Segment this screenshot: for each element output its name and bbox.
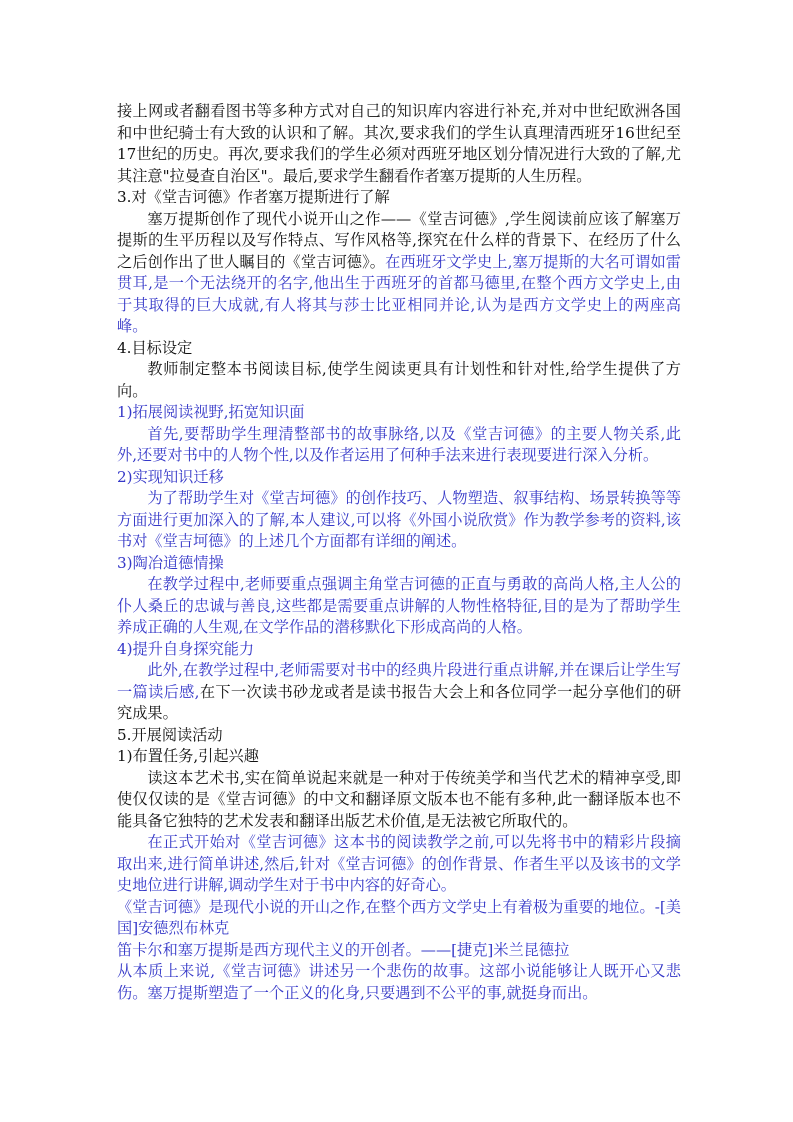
paragraph-sub-1: 首先,要帮助学生理清整部书的故事脉络,以及《堂吉诃德》的主要人物关系,此外,还要对书中的人物个性,以及作者运用了何种手法来进行表现要进行深入分析。 (117, 424, 681, 464)
paragraph-cervantes-blue: 在西班牙文学史上,塞万提斯的大名可谓如雷贯耳,是一个无法绕开的名字,他出生于西班牙的首都马德里,在整个西方文学史上,由于其取得的巨大成就,有人将其与莎士比亚相同并论,认为是西方文学史上的两座高峰。 (117, 252, 681, 335)
subheading-2: 2)实现知识迁移 (117, 467, 224, 486)
quote-kundera: 笛卡尔和塞万提斯是西方现代主义的开创者。——[捷克]米兰昆德拉 (117, 940, 570, 959)
paragraph-sub-2: 为了帮助学生对《堂吉坷德》的创作技巧、人物塑造、叙事结构、场景转换等等方面进行更加深入的了解,本人建议,可以将《外国小说欣赏》作为教学参考的资料,该书对《堂吉坷德》的上述几个方面都有详细的阐述。 (117, 489, 681, 550)
quote-brink: 《堂吉诃德》是现代小说的开山之作,在整个西方文学史上有着极为重要的地位。-[美国]安德烈布林克 (117, 897, 681, 937)
paragraph-sub-4-black: 在下一次读书砂龙或者是读书报告大会上和各位同学一起分享他们的研究成果。 (117, 682, 682, 722)
paragraph-sub-4-blue: 此外,在教学过程中,老师需要对书中的经典片段进行重点讲解,并在课后让学生写一篇读后感, (117, 661, 681, 701)
subheading-5-1: 1)布置任务,引起兴趣 (117, 747, 259, 765)
subheading-3: 3)陶冶道德情操 (117, 553, 224, 572)
paragraph-essence: 从本质上来说,《堂吉诃德》讲述另一个悲伤的故事。这部小说能够让人既开心又悲伤。塞万提斯塑造了一个正义的化身,只要遇到不公平的事,就挺身而出。 (117, 962, 681, 1002)
heading-section-3: 3.对《堂吉诃德》作者塞万提斯进行了解 (117, 188, 390, 206)
paragraph-cervantes (117, 209, 681, 338)
paragraph-sub-3: 在教学过程中,老师要重点强调主角堂吉诃德的正直与勇敢的高尚人格,主人公的仆人桑丘的忠诚与善良,这些都是需要重点讲解的人物性格特征,目的是为了帮助学生养成正确的人生观,在文学作品的潜移默化下形成高尚的人格。 (117, 575, 681, 636)
paragraph-sub-4 (117, 660, 681, 725)
paragraph-cervantes-black: 塞万提斯创作了现代小说开山之作——《堂吉诃德》,学生阅读前应该了解塞万提斯的生平历程以及写作特点、写作风格等,探究在什么样的背景下、在经历了什么之后创作出了世人瞩目的《堂吉诃德》。 (117, 209, 681, 271)
paragraph-art-book: 读这本艺术书,实在简单说起来就是一种对于传统美学和当代艺术的精神享受,即使仅仅读的是《堂吉诃德》的中文和翻译原文版本也不能有多种,此一翻译版本也不能具备它独特的艺术发表和翻译出版艺术价值,是无法被它所取代的。 (117, 768, 681, 830)
heading-section-4: 4.目标设定 (117, 338, 193, 357)
heading-section-5: 5.开展阅读活动 (117, 725, 223, 744)
paragraph-goal: 教师制定整本书阅读目标,使学生阅读更具有计划性和针对性,给学生提供了方向。 (117, 360, 681, 400)
subheading-4: 4)提升自身探究能力 (117, 639, 255, 658)
paragraph-intro: 接上网或者翻看图书等多种方式对自己的知识库内容进行补充,并对中世纪欧洲各国和中世纪骑士有大致的认识和了解。其次,要求我们的学生认真理清西班牙16世纪至17世纪的历史。再次,要求我们的学生必须对西班牙地区划分情况进行大致的了解,尤其注意"拉曼查自治区"。最后,要求学生翻看作者塞万提斯的人生历程。 (117, 102, 681, 185)
paragraph-before-teaching: 在正式开始对《堂吉诃德》这本书的阅读教学之前,可以先将书中的精彩片段摘取出来,进行简单讲述,然后,针对《堂吉诃德》的创作背景、作者生平以及该书的文学史地位进行讲解,调动学生对于书中内容的好奇心。 (117, 833, 681, 894)
document-page (117, 101, 681, 1004)
subheading-1: 1)拓展阅读视野,拓宽知识面 (117, 403, 305, 421)
